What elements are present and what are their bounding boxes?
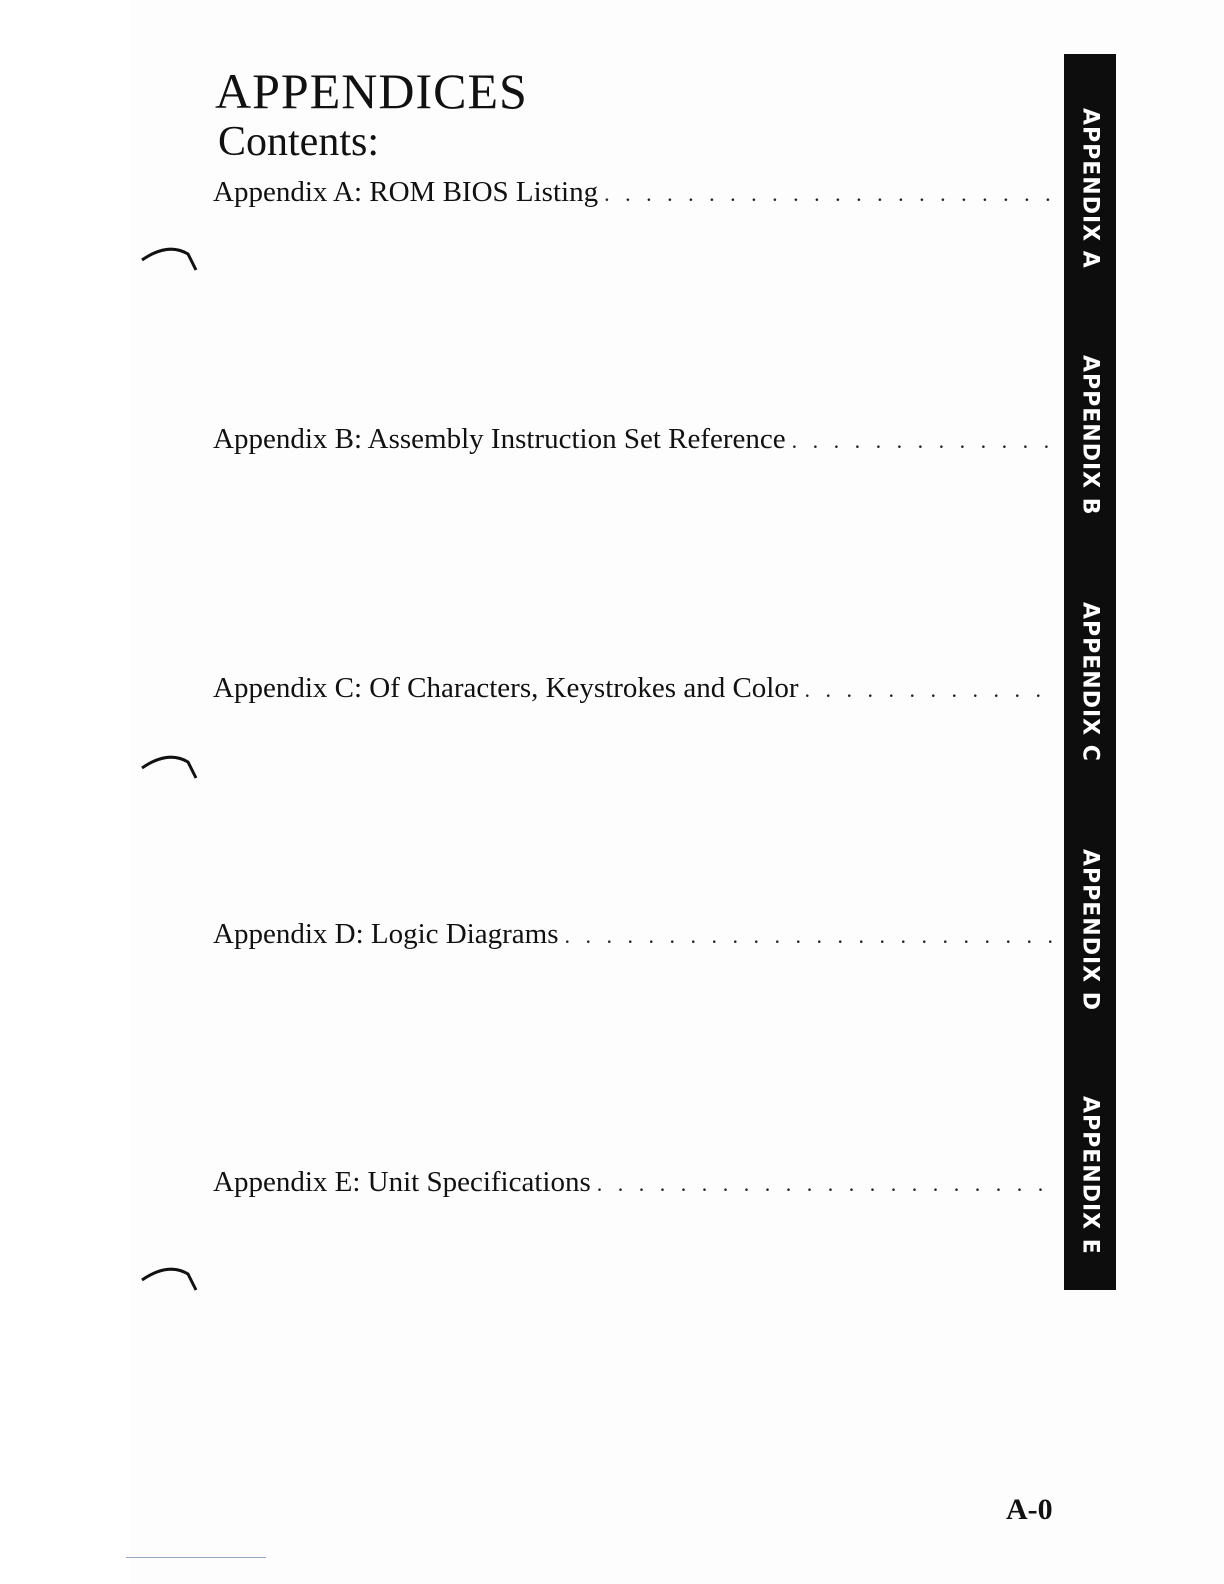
tab-label: APPENDIX B: [1077, 355, 1103, 516]
dot-leader: [597, 1171, 1058, 1197]
binder-hole-mark: [140, 1262, 198, 1294]
page-background: [130, 0, 1224, 1584]
appendix-tab-strip: [1064, 54, 1116, 1290]
toc-entry-label: Appendix A: ROM BIOS Listing: [213, 176, 599, 208]
dot-leader: [792, 428, 1058, 454]
tab-label: APPENDIX E: [1077, 1096, 1103, 1255]
dot-leader: [565, 923, 1058, 949]
tab-appendix-b[interactable]: [1064, 301, 1116, 548]
tab-label: APPENDIX A: [1077, 108, 1103, 269]
binder-hole-mark: [140, 750, 198, 782]
toc-entry-label: Appendix B: Assembly Instruction Set Reference: [213, 423, 786, 455]
bottom-rule: [126, 1557, 266, 1558]
tab-appendix-e[interactable]: [1064, 1042, 1116, 1289]
tab-label: APPENDIX C: [1077, 602, 1103, 762]
tab-appendix-d[interactable]: [1064, 795, 1116, 1042]
contents-heading: Contents:: [218, 119, 380, 165]
toc-entry-label: Appendix C: Of Characters, Keystrokes and Color: [213, 672, 799, 704]
tab-appendix-a[interactable]: [1064, 54, 1116, 301]
toc-entry-label: Appendix D: Logic Diagrams: [213, 918, 559, 950]
toc-entry-appendix-b[interactable]: [213, 423, 1058, 463]
toc-entry-appendix-e[interactable]: [213, 1166, 1058, 1206]
toc-entry-appendix-a[interactable]: [213, 176, 1058, 216]
tab-label: APPENDIX D: [1077, 849, 1103, 1012]
toc-entry-appendix-c[interactable]: [213, 672, 1058, 712]
dot-leader: [604, 181, 1058, 207]
toc-entry-appendix-d[interactable]: [213, 918, 1058, 958]
toc-entry-label: Appendix E: Unit Specifications: [213, 1166, 591, 1198]
tab-appendix-c[interactable]: [1064, 548, 1116, 795]
binder-hole-mark: [140, 242, 198, 274]
page-number: A-0: [1006, 1493, 1053, 1526]
page-title: APPENDICES: [215, 63, 528, 119]
dot-leader: [805, 677, 1058, 703]
